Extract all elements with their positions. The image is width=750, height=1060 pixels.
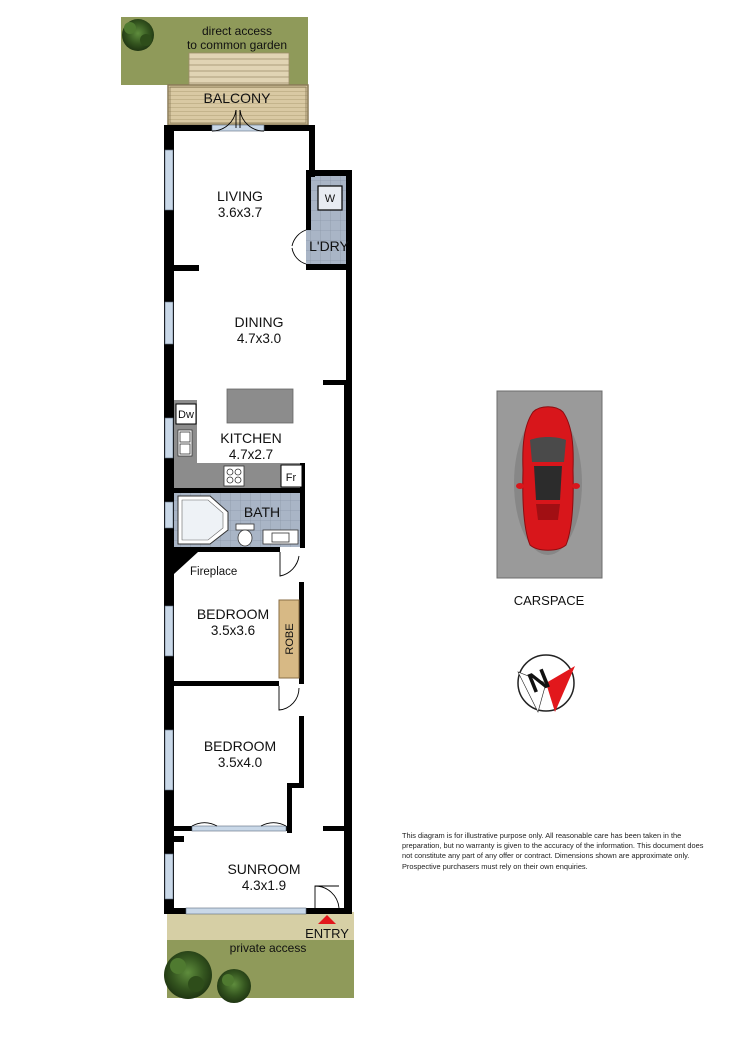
carspace-label: CARSPACE <box>513 593 585 608</box>
north-compass-icon <box>518 655 575 712</box>
garden-steps <box>189 53 289 87</box>
living-dims: 3.6x3.7 <box>217 205 263 220</box>
sink-icon <box>178 430 192 456</box>
living-label: LIVING <box>217 188 263 204</box>
kitchen-label: KITCHEN <box>220 430 282 446</box>
kitchen-dims: 4.7x2.7 <box>228 447 274 462</box>
fireplace-label: Fireplace <box>190 566 238 578</box>
bedroom1-label: BEDROOM <box>196 606 270 622</box>
dining-dims: 4.7x3.0 <box>236 331 282 346</box>
garden-label-line1: direct access <box>201 24 273 38</box>
fridge-label: Fr <box>285 472 297 484</box>
balcony-label: BALCONY <box>203 90 271 106</box>
entry-label: ENTRY <box>305 926 349 941</box>
sunroom-label: SUNROOM <box>227 861 301 877</box>
bedroom2-dims: 3.5x4.0 <box>217 755 263 770</box>
dining-label: DINING <box>234 314 284 330</box>
entry-door[interactable] <box>315 886 339 908</box>
garden-label-line2: to common garden <box>186 38 288 52</box>
sunroom-doors[interactable] <box>192 823 286 831</box>
tree-icon <box>164 951 212 999</box>
dishwasher-label: Dw <box>178 409 194 421</box>
disclaimer-text: This diagram is for illustrative purpose only. All reasonable care has been taken in the preparation, but no warranty is given to the accuracy of the information. This document does not constitute any part of any offer or contract. Dimensions shown are approximate only. Prospective purchasers must rely on their own enquiries. <box>402 831 704 871</box>
private-access-label: private access <box>229 941 307 955</box>
sunroom-dims: 4.3x1.9 <box>241 878 287 893</box>
tree-icon <box>122 19 154 51</box>
bedroom2-label: BEDROOM <box>203 738 277 754</box>
tree-icon <box>217 969 251 1003</box>
vanity-icon <box>263 530 298 544</box>
robe-label: ROBE <box>284 623 296 655</box>
bath-label: BATH <box>243 504 281 520</box>
washer-label: W <box>324 193 336 205</box>
laundry-label: L'DRY <box>309 238 349 254</box>
cooktop-icon <box>224 466 244 486</box>
laundry-door[interactable] <box>292 230 306 264</box>
bedroom1-dims: 3.5x3.6 <box>210 623 256 638</box>
kitchen-island <box>227 389 293 423</box>
compass-label: N <box>523 662 554 699</box>
